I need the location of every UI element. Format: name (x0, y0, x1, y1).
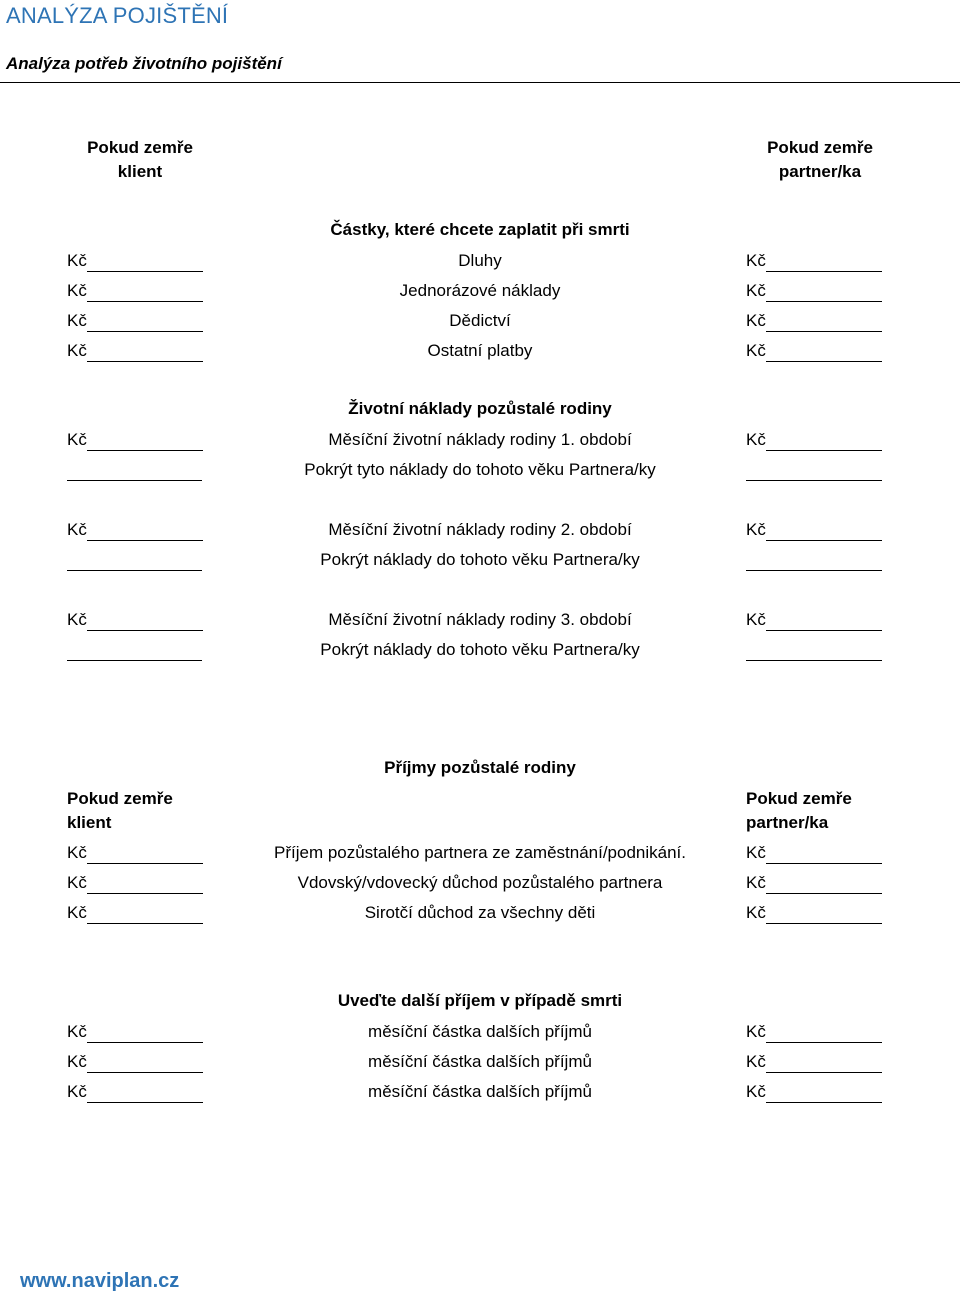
currency-label: Kč (67, 1022, 87, 1041)
partner-amount-field[interactable] (746, 340, 882, 362)
partner-age-field[interactable] (746, 459, 882, 481)
blank-line[interactable] (746, 642, 882, 661)
header-divider (0, 82, 960, 83)
currency-label: Kč (67, 341, 87, 360)
currency-label: Kč (746, 873, 766, 892)
partner-column-header (740, 136, 900, 184)
partner-amount-field[interactable] (746, 902, 882, 924)
partner-amount-field[interactable] (746, 872, 882, 894)
section-other-income-title: Uveďte další příjem v případě smrti (337, 991, 623, 1010)
partner-amount-field[interactable] (746, 1021, 882, 1043)
row-label: měsíční částka dalších příjmů (368, 1082, 592, 1101)
blank-line[interactable] (766, 1054, 882, 1073)
client-column-header (60, 136, 220, 184)
currency-label: Kč (746, 251, 766, 270)
row-label: Ostatní platby (427, 341, 533, 360)
blank-line[interactable] (766, 522, 882, 541)
client-header-line2: klient (67, 813, 112, 832)
partner-amount-field[interactable] (746, 310, 882, 332)
blank-line[interactable] (746, 552, 882, 571)
blank-line[interactable] (766, 1084, 882, 1103)
row-label: Měsíční životní náklady rodiny 3. období (328, 610, 632, 629)
row-label: Pokrýt náklady do tohoto věku Partnera/ky (320, 640, 640, 659)
currency-label: Kč (746, 311, 766, 330)
blank-line[interactable] (766, 283, 882, 302)
row-label: Dluhy (458, 251, 502, 270)
row-label: Pokrýt tyto náklady do tohoto věku Partnera/ky (304, 460, 656, 479)
currency-label: Kč (67, 1052, 87, 1071)
page-title: ANALÝZA POJIŠTĚNÍ (6, 3, 229, 28)
row-label: měsíční částka dalších příjmů (368, 1022, 592, 1041)
blank-line[interactable] (766, 253, 882, 272)
partner-amount-field[interactable] (746, 429, 882, 451)
currency-label: Kč (67, 1082, 87, 1101)
currency-label: Kč (746, 1082, 766, 1101)
partner-amount-field[interactable] (746, 609, 882, 631)
client-header-line2: klient (117, 162, 163, 181)
row-label: Jednorázové náklady (399, 281, 561, 300)
section-living-costs-title: Životní náklady pozůstalé rodiny (348, 399, 612, 418)
partner-amount-field[interactable] (746, 250, 882, 272)
partner-header-line1: Pokud zemře (767, 138, 873, 157)
currency-label: Kč (746, 341, 766, 360)
partner-header-line2: partner/ka (746, 813, 829, 832)
currency-label: Kč (67, 843, 87, 862)
section-amounts-at-death-title: Částky, které chcete zaplatit při smrti (330, 220, 630, 239)
partner-amount-field[interactable] (746, 280, 882, 302)
currency-label: Kč (67, 430, 87, 449)
partner-age-field[interactable] (746, 639, 882, 661)
currency-label: Kč (67, 873, 87, 892)
currency-label: Kč (746, 281, 766, 300)
blank-line[interactable] (766, 612, 882, 631)
blank-line[interactable] (766, 845, 882, 864)
partner-header-line2: partner/ka (778, 162, 862, 181)
blank-line[interactable] (766, 1024, 882, 1043)
row-label: Měsíční životní náklady rodiny 1. období (328, 430, 632, 449)
partner-header-line1: Pokud zemře (746, 789, 852, 808)
row-label: Pokrýt náklady do tohoto věku Partnera/ky (320, 550, 640, 569)
row-label: Příjem pozůstalého partnera ze zaměstnání/podnikání. (273, 843, 687, 862)
client-header-line1: Pokud zemře (67, 789, 173, 808)
partner-column-header (746, 787, 852, 835)
currency-label: Kč (746, 903, 766, 922)
partner-age-field[interactable] (746, 549, 882, 571)
currency-label: Kč (67, 520, 87, 539)
blank-line[interactable] (766, 875, 882, 894)
currency-label: Kč (67, 311, 87, 330)
section-family-income-title: Příjmy pozůstalé rodiny (384, 758, 576, 777)
blank-line[interactable] (766, 313, 882, 332)
page-subtitle: Analýza potřeb životního pojištění (6, 54, 282, 73)
currency-label: Kč (746, 843, 766, 862)
blank-line[interactable] (766, 343, 882, 362)
currency-label: Kč (746, 520, 766, 539)
partner-amount-field[interactable] (746, 1051, 882, 1073)
client-column-header (67, 787, 173, 835)
partner-amount-field[interactable] (746, 842, 882, 864)
blank-line[interactable] (766, 432, 882, 451)
blank-line[interactable] (766, 905, 882, 924)
row-label: měsíční částka dalších příjmů (368, 1052, 592, 1071)
currency-label: Kč (746, 430, 766, 449)
partner-amount-field[interactable] (746, 519, 882, 541)
partner-amount-field[interactable] (746, 1081, 882, 1103)
currency-label: Kč (67, 281, 87, 300)
client-header-line1: Pokud zemře (87, 138, 193, 157)
blank-line[interactable] (746, 462, 882, 481)
row-label: Sirotčí důchod za všechny děti (364, 903, 596, 922)
currency-label: Kč (67, 903, 87, 922)
currency-label: Kč (67, 251, 87, 270)
currency-label: Kč (746, 1052, 766, 1071)
currency-label: Kč (746, 1022, 766, 1041)
row-label: Měsíční životní náklady rodiny 2. období (328, 520, 632, 539)
row-label: Dědictví (449, 311, 511, 330)
footer-website-link[interactable]: www.naviplan.cz (20, 1270, 180, 1292)
currency-label: Kč (746, 610, 766, 629)
currency-label: Kč (67, 610, 87, 629)
row-label: Vdovský/vdovecký důchod pozůstalého partnera (297, 873, 663, 892)
